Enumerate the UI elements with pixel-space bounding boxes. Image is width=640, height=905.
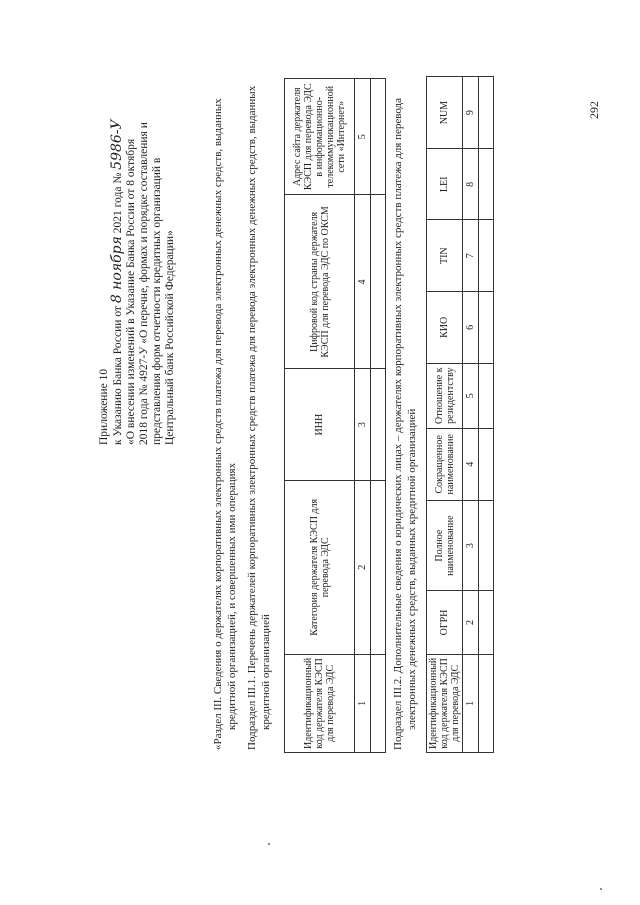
table-subsection-3-2	[426, 76, 494, 753]
appendix-title: Приложение 10	[98, 368, 110, 445]
subsection-3-2-heading-cont: электронных денежных средств, выданных кредитной организацией	[406, 408, 418, 730]
decree-prefix: к Указанию Банка России от	[112, 306, 124, 445]
column-number: 4	[463, 428, 479, 500]
table-row	[479, 77, 494, 753]
column-header: Полное наименование	[427, 501, 463, 591]
column-number: 5	[355, 79, 371, 196]
section-3-heading-cont: кредитной организацией, и совершенных ими операциях	[226, 462, 238, 730]
column-header: ИНН	[285, 369, 355, 481]
column-number: 2	[463, 591, 479, 654]
column-number: 9	[463, 77, 479, 149]
column-number: 5	[463, 363, 479, 428]
appendix-line-3: «О внесении изменений в Указание Банка России от 8 октября	[125, 138, 137, 445]
table-header-row	[285, 79, 355, 753]
table-cell	[479, 428, 494, 500]
column-number: 3	[463, 501, 479, 591]
decree-middle: 2021 года №	[112, 172, 124, 234]
table-cell	[371, 480, 386, 654]
table-cell	[371, 654, 386, 752]
column-header: NUM	[427, 77, 463, 149]
column-header: Отношение к резидентству	[427, 363, 463, 428]
column-header: LEI	[427, 149, 463, 220]
table-cell	[479, 591, 494, 654]
table-number-row	[355, 79, 371, 753]
column-number: 4	[355, 195, 371, 369]
table-cell	[479, 149, 494, 220]
appendix-line-4: 2018 года № 4927-У «О перечне, формах и порядке составления и	[138, 122, 150, 445]
column-number: 2	[355, 480, 371, 654]
column-header: Адрес сайта держателя КЭСП для перевода ЭДС в информационно-телекоммуникационной сети «Интернет»	[285, 79, 355, 196]
page-number: 292	[587, 101, 601, 119]
column-header: Сокращенное наименование	[427, 428, 463, 500]
column-header: ОГРН	[427, 591, 463, 654]
table-cell	[479, 363, 494, 428]
column-header: Идентификационный код держателя КЭСП для перевода ЭДС	[285, 654, 355, 752]
table-number-row	[463, 77, 479, 753]
table-subsection-3-1	[284, 78, 386, 753]
handwritten-date: 8 ноября	[109, 236, 125, 304]
column-header: КИО	[427, 291, 463, 363]
section-3-heading: «Раздел III. Сведения о держателях корпоративных электронных средств платежа для перевода электронных денежных средств, выданных	[212, 98, 224, 750]
column-number: 1	[463, 654, 479, 752]
column-number: 7	[463, 220, 479, 291]
table-cell	[371, 79, 386, 196]
subsection-3-1-heading-cont: кредитной организацией	[260, 614, 272, 730]
column-header: TIN	[427, 220, 463, 291]
column-number: 1	[355, 654, 371, 752]
table-header-row	[427, 77, 463, 753]
scan-speck	[600, 888, 602, 890]
table-cell	[479, 220, 494, 291]
column-header: Категория держателя КЭСП для перевода ЭДС	[285, 480, 355, 654]
table-cell	[479, 77, 494, 149]
column-header: Идентификационный код держателя КЭСП для перевода ЭДС	[427, 654, 463, 752]
appendix-decree-line	[111, 25, 125, 445]
table-cell	[371, 195, 386, 369]
appendix-line-5: представления форм отчетности кредитных организаций в	[151, 157, 163, 445]
appendix-line-6: Центральный банк Российской Федерации»	[164, 230, 176, 445]
table-row	[371, 79, 386, 753]
appendix-header	[98, 25, 177, 445]
table-cell	[479, 654, 494, 752]
subsection-3-2-heading: Подраздел III.2. Дополнительные сведения о юридических лицах – держателях корпоративных электронных средств платежа для перевода	[392, 97, 404, 750]
table-cell	[479, 501, 494, 591]
column-number: 3	[355, 369, 371, 481]
column-number: 8	[463, 149, 479, 220]
handwritten-number: 5986-У	[109, 119, 125, 170]
table-cell	[371, 369, 386, 481]
table-cell	[479, 291, 494, 363]
column-header: Цифровой код страны держателя КЭСП для перевода ЭДС по ОКСМ	[285, 195, 355, 369]
scan-speck	[268, 843, 270, 845]
column-number: 6	[463, 291, 479, 363]
subsection-3-1-heading: Подраздел III.1. Перечень держателей корпоративных электронных средств платежа для перевода электронных денежных средств, выданных	[246, 85, 258, 750]
